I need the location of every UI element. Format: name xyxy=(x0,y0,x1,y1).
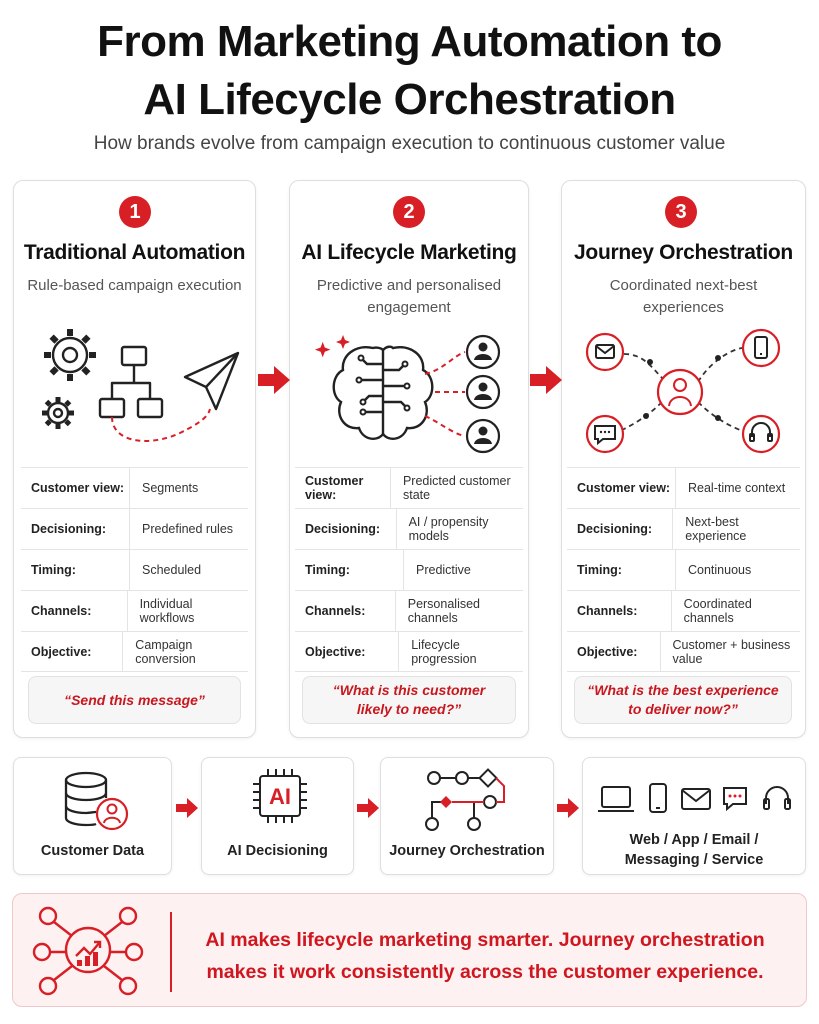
stage-number-badge: 3 xyxy=(665,196,697,228)
stage-subtitle-line-1: Coordinated next-best xyxy=(609,277,758,294)
journey-flow-icon xyxy=(420,768,520,837)
row-value: Coordinated channels xyxy=(683,597,752,625)
row-value: Individual workflows xyxy=(139,597,195,625)
stage-quote xyxy=(28,676,241,724)
row-value: Next-best experience xyxy=(685,515,747,543)
stage-number-badge: 1 xyxy=(119,196,151,228)
quote-text-line-1: “What is this customer xyxy=(332,682,486,698)
row-label: Customer view: xyxy=(305,474,364,502)
table-row xyxy=(567,549,800,590)
stage-subtitle-line-2: engagement xyxy=(367,299,451,316)
row-label: Decisioning: xyxy=(305,522,381,536)
row-label: Objective: xyxy=(31,644,92,659)
stage-title: Traditional Automation xyxy=(23,241,246,264)
row-value: Predictive xyxy=(416,563,471,577)
row-value: Lifecycle progression xyxy=(411,637,477,666)
stage-subtitle-line-1: Predictive and personalised xyxy=(316,277,502,294)
flow-arrow-right-icon xyxy=(175,797,199,824)
table-row xyxy=(567,508,800,549)
row-value: Real-time context xyxy=(688,481,786,495)
row-value: Continuous xyxy=(688,563,752,577)
row-label: Objective: xyxy=(577,644,638,659)
stage-title: AI Lifecycle Marketing xyxy=(301,241,517,264)
row-value: Scheduled xyxy=(142,563,202,577)
stage-quote xyxy=(302,676,516,724)
row-label: Timing: xyxy=(305,563,350,577)
gears-workflow-paper-plane-icon xyxy=(30,325,245,450)
row-value: AI / propensity models xyxy=(408,515,489,543)
svg-text:AI: AI xyxy=(269,784,291,809)
table-row xyxy=(295,631,523,672)
table-row xyxy=(21,467,248,508)
table-row xyxy=(21,590,248,631)
flow-step-label: AI Decisioning xyxy=(227,843,328,859)
table-row xyxy=(21,631,248,672)
channels-icons xyxy=(598,782,794,821)
row-label: Channels: xyxy=(31,604,92,618)
banner-text-line-1: AI makes lifecycle marketing smarter. Journey orchestration xyxy=(205,929,765,951)
ai-brain-users-icon xyxy=(315,330,515,458)
row-label: Timing: xyxy=(31,563,76,577)
page-title-line-1: From Marketing Automation to xyxy=(97,17,722,66)
stage-quote xyxy=(574,676,792,724)
stage-subtitle: Rule-based campaign execution xyxy=(27,277,242,294)
table-row xyxy=(295,590,523,631)
customer-hub-channels-icon xyxy=(580,322,790,460)
flow-arrow-right-icon xyxy=(556,797,580,824)
table-row xyxy=(21,549,248,590)
flow-arrow-right-icon xyxy=(356,797,380,824)
flow-step-label: Journey Orchestration xyxy=(389,843,545,859)
row-label: Customer view: xyxy=(31,481,125,495)
row-label: Decisioning: xyxy=(31,522,107,536)
stage-arrow-right-icon xyxy=(256,364,292,401)
table-row xyxy=(21,508,248,549)
row-value: Personalised channels xyxy=(407,597,480,625)
banner-text xyxy=(180,924,790,988)
stage-subtitle-line-2: experiences xyxy=(643,299,724,316)
table-row xyxy=(567,590,800,631)
banner-text-line-2: makes it work consistently across the customer experience. xyxy=(206,961,764,983)
quote-text-line-2: likely to need?” xyxy=(356,701,462,717)
stage-arrow-right-icon xyxy=(528,364,564,401)
table-row xyxy=(295,467,523,508)
row-label: Objective: xyxy=(305,644,366,659)
database-user-icon xyxy=(60,770,130,839)
page-subtitle: How brands evolve from campaign execution to continuous customer value xyxy=(93,133,726,154)
quote-text: “Send this message” xyxy=(64,691,205,708)
row-value: Predicted customer state xyxy=(402,474,511,502)
stage-number-badge: 2 xyxy=(393,196,425,228)
table-row xyxy=(295,549,523,590)
quote-text-line-2: to deliver now?” xyxy=(628,701,738,717)
row-label: Customer view: xyxy=(577,481,671,495)
table-row xyxy=(567,467,800,508)
network-growth-icon xyxy=(32,904,144,1001)
table-row xyxy=(295,508,523,549)
row-label: Channels: xyxy=(305,604,366,618)
row-label: Timing: xyxy=(577,563,622,577)
table-row xyxy=(567,631,800,672)
row-label: Channels: xyxy=(577,604,638,618)
flow-step-label-line-1: Web / App / Email / xyxy=(629,832,759,848)
row-value: Segments xyxy=(142,481,199,495)
row-value: Predefined rules xyxy=(142,522,234,536)
row-value: Campaign conversion xyxy=(135,637,196,666)
page-title-line-2: AI Lifecycle Orchestration xyxy=(143,75,676,124)
ai-chip-icon xyxy=(250,766,310,831)
quote-text-line-1: “What is the best experience xyxy=(587,682,779,698)
flow-step-label: Customer Data xyxy=(40,843,145,859)
row-label: Decisioning: xyxy=(577,522,653,536)
stage-title: Journey Orchestration xyxy=(574,241,793,264)
flow-step-label-line-2: Messaging / Service xyxy=(624,852,764,868)
row-value: Customer + business value xyxy=(672,637,791,666)
banner-divider xyxy=(170,912,172,992)
